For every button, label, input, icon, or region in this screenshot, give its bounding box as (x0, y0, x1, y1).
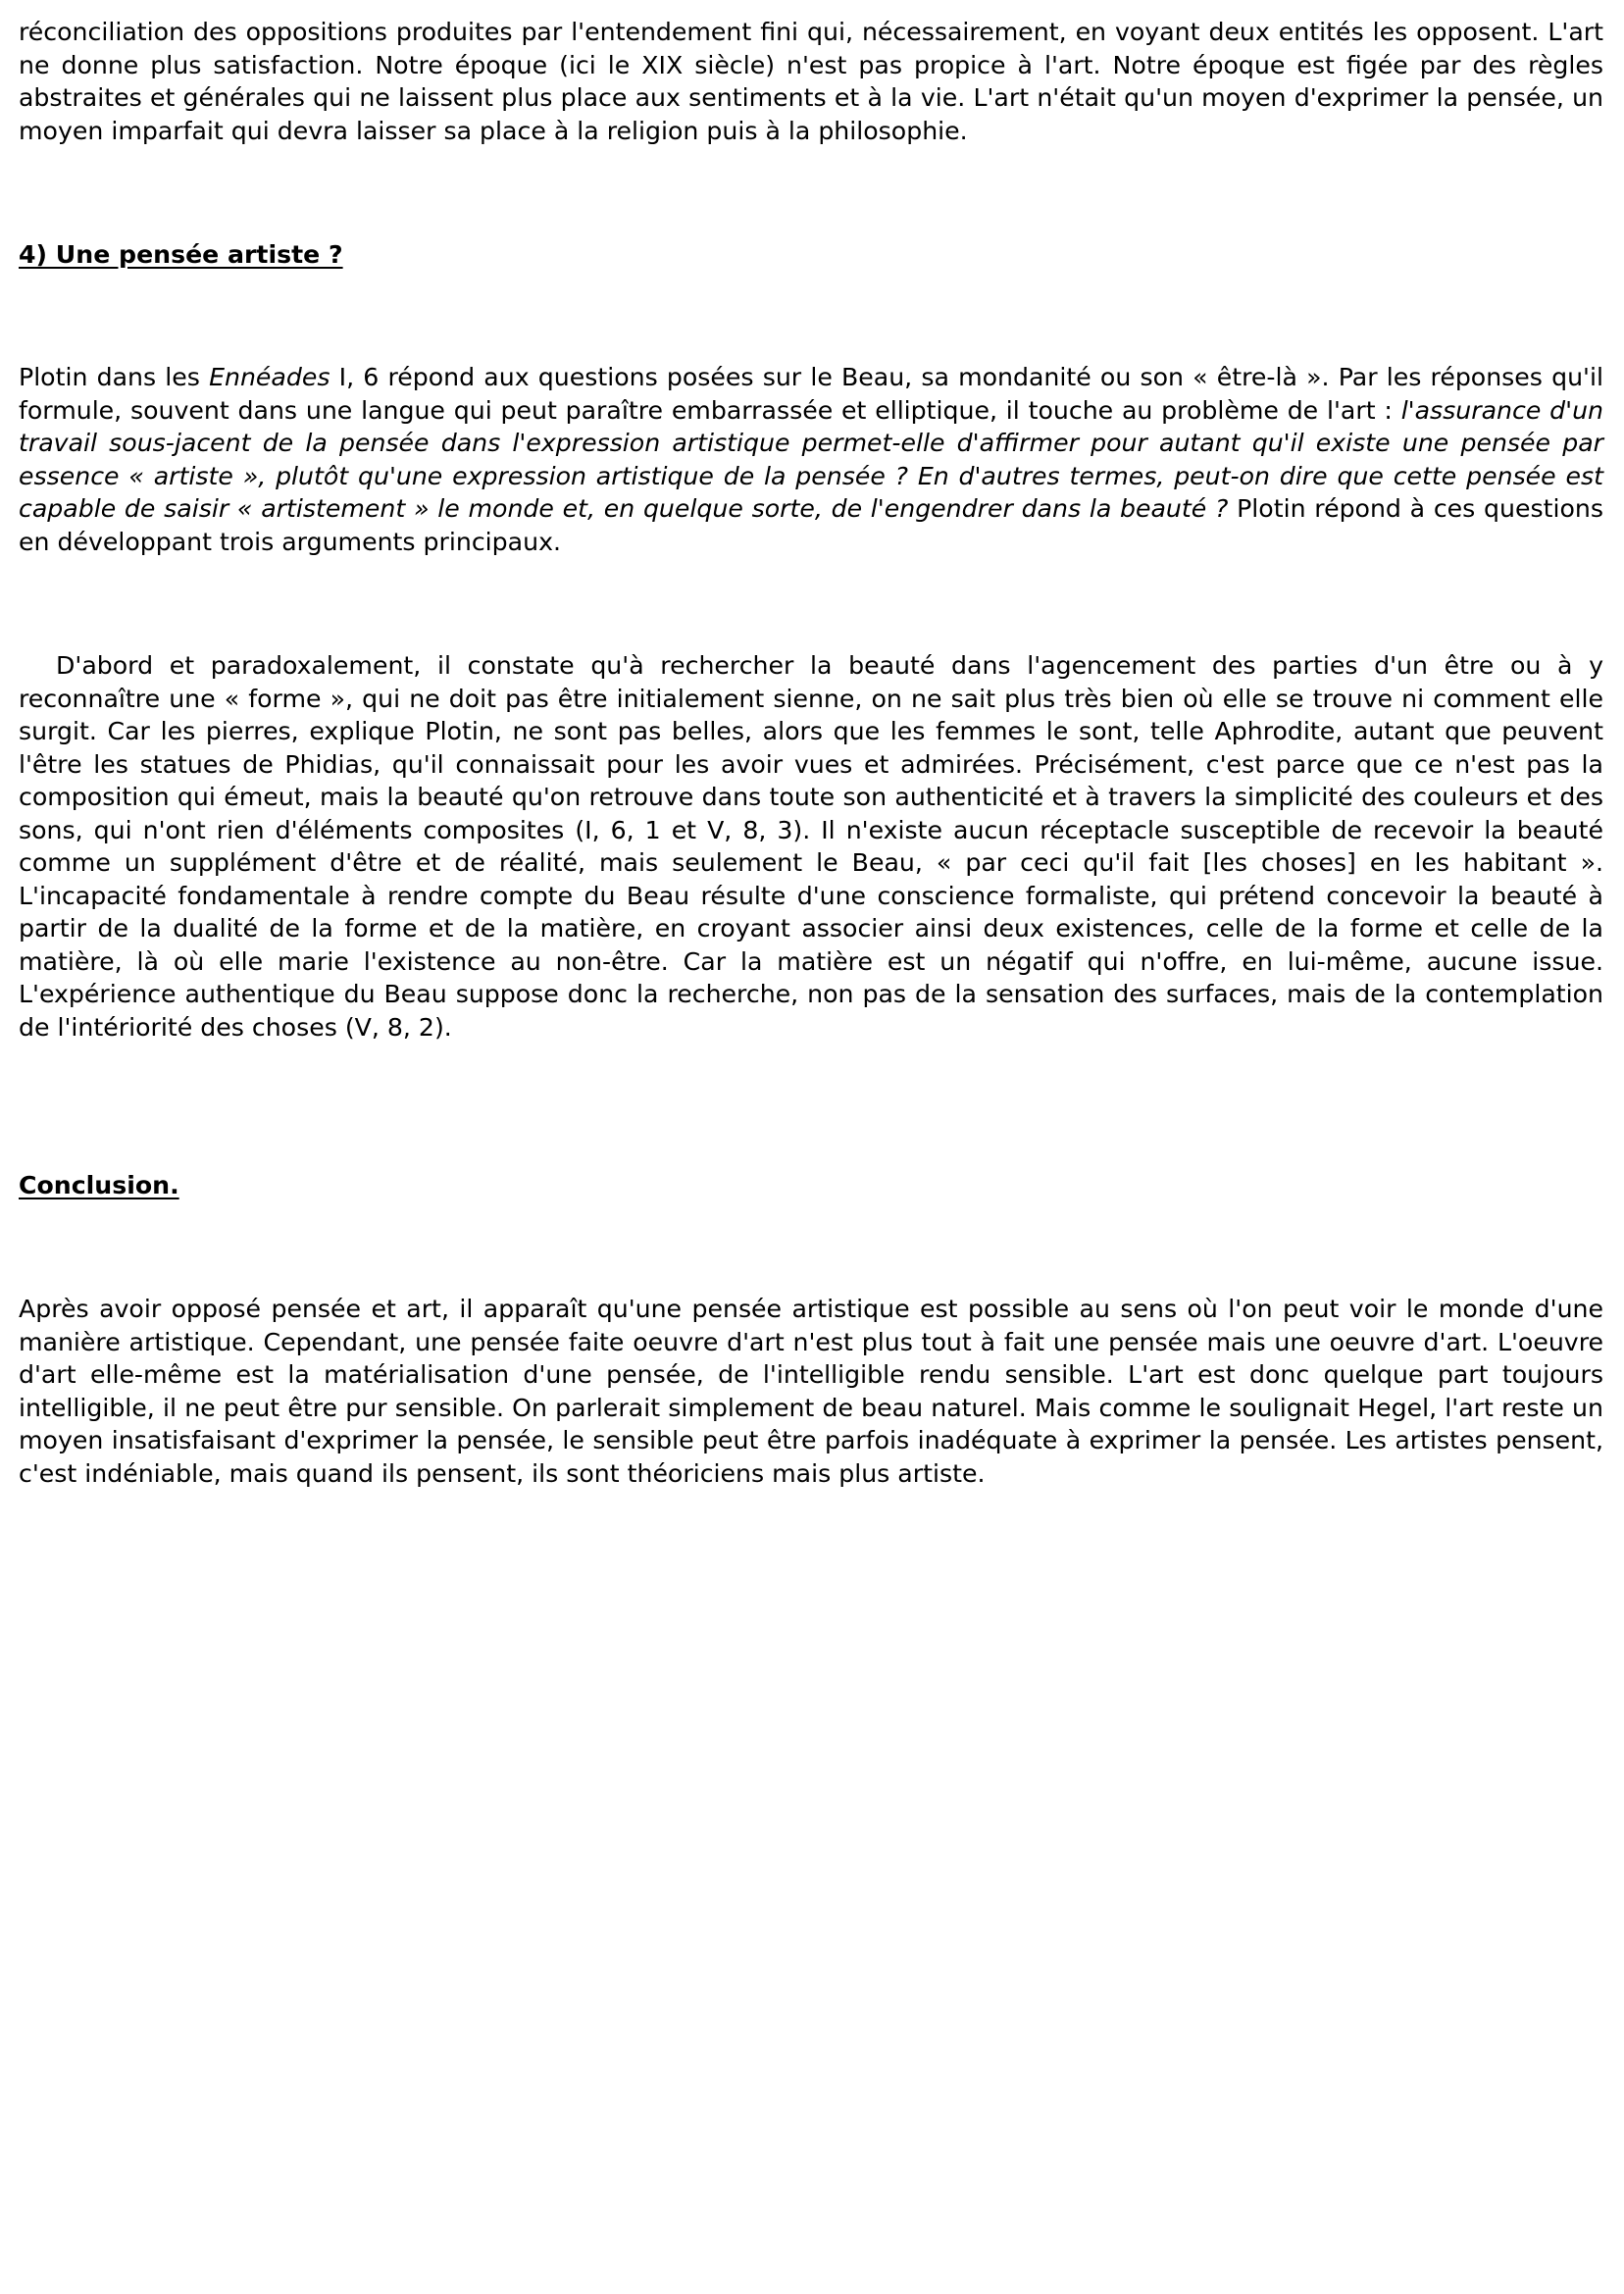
plotin-paragraph (19, 361, 1603, 558)
section-4-heading: 4) Une pensée artiste ? (19, 240, 343, 269)
dabord-paragraph: D'abord et paradoxalement, il constate qu'à rechercher la beauté dans l'agencement des parties d'un être ou à y reconnaître une « forme », qui ne doit pas être initialement sienne, on ne sait plus très bien où elle se trouve ni comment elle surgit. Car les pierres, explique Plotin, ne sont pas belles, alors que les femmes le sont, telle Aphrodite, autant que peuvent l'être les statues de Phidias, qu'il connaissait pour les avoir vues et admirées. Précisément, c'est parce que ce n'est pas la composition qui émeut, mais la beauté qu'on retrouve dans toute son authenticité et à travers la simplicité des couleurs et des sons, qui n'ont rien d'éléments composites (I, 6, 1 et V, 8, 3). Il n'existe aucun réceptacle susceptible de recevoir la beauté comme un supplément d'être et de réalité, mais seulement le Beau, « par ceci qu'il fait [les choses] en les habitant ». L'incapacité fondamentale à rendre compte du Beau résulte d'une conscience formaliste, qui prétend concevoir la beauté à partir de la dualité de la forme et de la matière, en croyant associer ainsi deux existences, celle de la forme et celle de la matière, là où elle marie l'existence au non-être. Car la matière est un négatif qui n'offre, en lui-même, aucune issue. L'expérience authentique du Beau suppose donc la recherche, non pas de la sensation des surfaces, mais de la contemplation de l'intériorité des choses (V, 8, 2). (19, 651, 1603, 1042)
conclusion-heading: Conclusion. (19, 1171, 179, 1199)
conclusion-paragraph: Après avoir opposé pensée et art, il apparaît qu'une pensée artistique est possible au sens où l'on peut voir le monde d'une manière artistique. Cependant, une pensée faite oeuvre d'art n'est plus tout à fait une pensée mais une oeuvre d'art. L'oeuvre d'art elle-même est la matérialisation d'une pensée, de l'intelligible rendu sensible. L'art est donc quelque part toujours intelligible, il ne peut être pur sensible. On parlerait simplement de beau naturel. Mais comme le soulignait Hegel, l'art reste un moyen insatisfaisant d'exprimer la pensée, le sensible peut être parfois inadéquate à exprimer la pensée. Les artistes pensent, c'est indéniable, mais quand ils pensent, ils sont théoriciens mais plus artiste. (19, 1295, 1603, 1488)
intro-paragraph: réconciliation des oppositions produites par l'entendement fini qui, nécessairement, en voyant deux entités les opposent. L'art ne donne plus satisfaction. Notre époque (ici le XIX siècle) n'est pas propice à l'art. Notre époque est figée par des règles abstraites et générales qui ne laissent plus place aux sentiments et à la vie. L'art n'était qu'un moyen d'exprimer la pensée, un moyen imparfait qui devra laisser sa place à la religion puis à la philosophie. (19, 18, 1603, 145)
enneades-title: Ennéades (209, 363, 330, 391)
plotin-text-part1: Plotin dans les (19, 363, 210, 391)
plotin-italic-question: l'assurance d'un travail sous-jacent de la pensée dans l'expression artistique permet-elle d'affirmer pour autant qu'il existe une pensée par essence « artiste », plutôt qu'une expression artistique de la pensée ? En d'autres termes, peut-on dire que cette pensée est capable de saisir « artistement » le monde et, en quelque sorte, de l'engendrer dans la beauté ? (19, 395, 1603, 523)
plotin-text-part2: I, 6 répond aux questions posées sur le Beau, sa mondanité ou son « être-là ». Par les réponses qu'il formule, souvent dans une langue qui peut paraître embarrassée et elliptique, il touche au problème de l'art : (19, 363, 1603, 425)
plotin-text-part3: Plotin répond à ces questions en développant trois arguments principaux. (19, 494, 1603, 556)
